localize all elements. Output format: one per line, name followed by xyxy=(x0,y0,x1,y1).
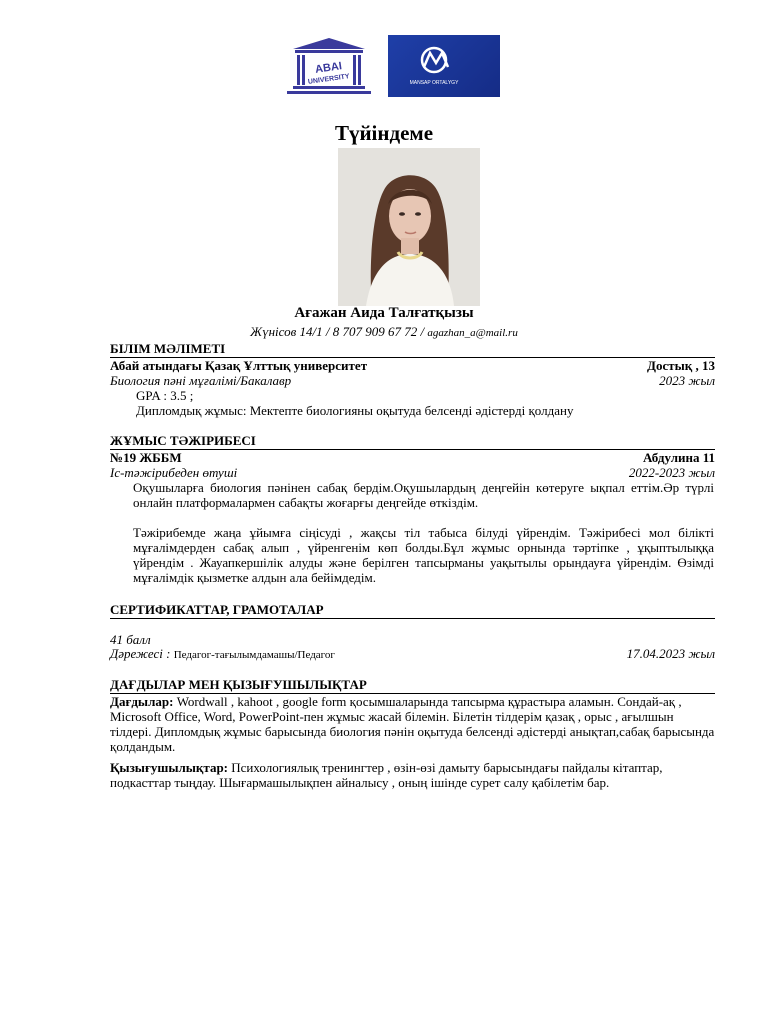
certificate-level-value: Педагог-тағылымдамашы/Педагог xyxy=(173,649,335,661)
education-thesis: Дипломдық жұмыс: Мектепте биологияны оқытуда белсенді әдістерді қолдану xyxy=(136,403,574,418)
experience-employer-row xyxy=(110,450,715,465)
education-heading: БІЛІМ МӘЛІМЕТІ xyxy=(110,341,715,358)
address-phone: Жүнісов 14/1 / 8 707 909 67 72 / xyxy=(250,324,428,339)
candidate-name: Ағажан Аида Талғатқызы xyxy=(294,305,474,321)
profile-photo xyxy=(338,148,480,306)
mansap-logo-icon xyxy=(388,35,500,97)
education-program: Биология пәні мұғалімі/Бакалавр xyxy=(110,373,292,388)
certificate-level-row xyxy=(110,646,715,663)
experience-role-row xyxy=(110,465,715,480)
contact-line xyxy=(0,324,768,340)
experience-location: Абдулина 11 xyxy=(643,450,715,465)
svg-text:UNIVERSITY: UNIVERSITY xyxy=(307,73,351,86)
experience-employer: №19 ЖББМ xyxy=(110,450,182,465)
email-link[interactable]: agazhan_a@mail.ru xyxy=(427,327,518,339)
abai-university-logo-icon xyxy=(283,35,375,97)
skills-label: Дағдылар: xyxy=(110,694,174,709)
svg-text:MANSAP ORTALYGY: MANSAP ORTALYGY xyxy=(409,80,459,86)
svg-text:ABAI: ABAI xyxy=(314,60,343,76)
experience-paragraph-2: Тәжірибемде жаңа ұйымға сіңісуді , жақсы тіл табыса білуді үйрендім. Тәжірибесі мол білікті мұғалімдерден сабақ алып , үйренгенім көп болды.Бұл жұмыс орнында тәртіпке , ұқыптылыққа үйрендім . Жауапкершілік алуды және берілген тапсырманы уақытылы орындауға үйрендім. Өзімді мұғалімдік қызметке алдын ала бейімдедім. xyxy=(133,525,714,585)
mansap-ortalygy-logo xyxy=(388,35,500,97)
certificate-level xyxy=(110,646,335,663)
certificate-date: 17.04.2023 жыл xyxy=(626,646,715,661)
skills-paragraph xyxy=(110,694,715,754)
experience-heading: ЖҰМЫС ТӘЖІРИБЕСІ xyxy=(110,433,715,450)
interests-label: Қызығушылықтар: xyxy=(110,760,229,775)
skills-text: Wordwall , kahoot , google form қосымшаларында тапсырма құрастыра аламын. Сондай-ақ , Microsoft Office, Word, PowerPoint-пен жұмыс жасай білемін. Білетін тілдерім қазақ , орыс , ағылшын тілдері. Дипломдық жұмыс барысында биология пәнін оқытуда белсенді әдістерді анықтап,сабақ барысында қолдандым. xyxy=(110,694,715,754)
education-institution-row xyxy=(110,358,715,373)
interests-text: Психологиялық тренингтер , өзін-өзі дамыту барысындағы пайдалы кітаптар, подкасттар тыңдау. Шығармашылықпен айналысу , оның ішінде сурет салу қабілетім бар. xyxy=(110,760,663,790)
logo-bar xyxy=(283,35,500,97)
interests-paragraph xyxy=(110,760,715,790)
skills-heading: ДАҒДЫЛАР МЕН ҚЫЗЫҒУШЫЛЫҚТАР xyxy=(110,677,715,694)
certificates-heading: СЕРТИФИКАТТАР, ГРАМОТАЛАР xyxy=(110,602,715,619)
experience-paragraph-1: Оқушыларға биология пәнінен сабақ бердім.Оқушылардың деңгейін көтеруге ықпал еттім.Әр түрлі онлайн платформалармен сабақты жоғарғы деңгейде өткіздім. xyxy=(133,480,714,510)
education-year: 2023 жыл xyxy=(659,373,715,388)
education-location: Достық , 13 xyxy=(647,358,715,373)
document-title: Түйіндеме xyxy=(334,121,434,145)
education-institution: Абай атындағы Қазақ Ұлттық университет xyxy=(110,358,368,373)
experience-role: Іс-тәжірибеден өтуші xyxy=(110,465,238,480)
certificate-score: 41 балл xyxy=(110,632,151,647)
experience-period: 2022-2023 жыл xyxy=(628,465,715,480)
education-gpa: GPA : 3.5 ; xyxy=(136,388,194,403)
certificate-level-label: Дәрежесі : xyxy=(110,646,174,661)
abai-university-logo xyxy=(283,35,375,97)
education-program-row xyxy=(110,373,715,388)
